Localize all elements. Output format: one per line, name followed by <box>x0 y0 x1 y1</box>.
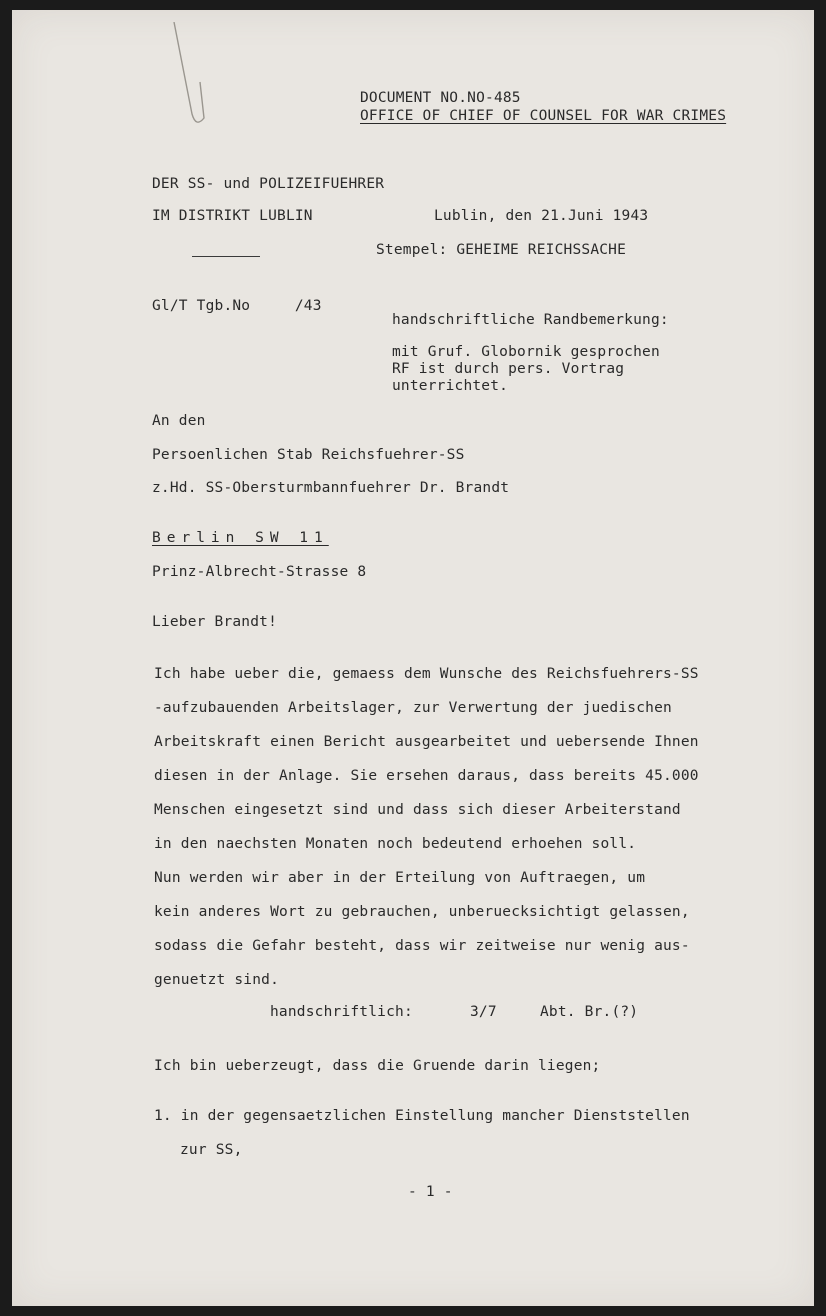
office-title: OFFICE OF CHIEF OF COUNSEL FOR WAR CRIMES <box>360 108 727 124</box>
salutation: Lieber Brandt! <box>152 614 278 630</box>
paperclip-mark <box>170 22 210 134</box>
body-line: diesen in der Anlage. Sie ersehen daraus, dass bereits 45.000 <box>154 768 699 784</box>
marginal-note-line: unterrichtet. <box>392 378 509 394</box>
sender-line-2: IM DISTRIKT LUBLIN <box>152 208 313 224</box>
stamp-note: Stempel: GEHEIME REICHSSACHE <box>376 242 627 258</box>
body-line: sodass die Gefahr besteht, dass wir zeitweise nur wenig aus- <box>154 938 690 954</box>
address-street: Prinz-Albrecht-Strasse 8 <box>152 564 367 580</box>
address-attention: z.Hd. SS-Obersturmbannfuehrer Dr. Brandt <box>152 480 510 496</box>
sender-line-1: DER SS- und POLIZEIFUEHRER <box>152 176 385 192</box>
place-date: Lublin, den 21.Juni 1943 <box>434 208 649 224</box>
body-line: genuetzt sind. <box>154 972 280 988</box>
body-line: -aufzubauenden Arbeitslager, zur Verwertung der juedischen <box>154 700 672 716</box>
body-line: in den naechsten Monaten noch bedeutend erhoehen soll. <box>154 836 637 852</box>
body-line: Nun werden wir aber in der Erteilung von Auftraegen, um <box>154 870 646 886</box>
marginal-note-line: RF ist durch pers. Vortrag <box>392 361 625 377</box>
list-item-line-1: 1. in der gegensaetzlichen Einstellung mancher Dienststellen <box>154 1108 690 1124</box>
marginal-note-label: handschriftliche Randbemerkung: <box>392 312 669 328</box>
address-recipient: Persoenlichen Stab Reichsfuehrer-SS <box>152 447 465 463</box>
document-page <box>12 10 814 1306</box>
handwritten-value: 3/7 <box>470 1004 497 1020</box>
body-line: kein anderes Wort zu gebrauchen, unberuecksichtigt gelassen, <box>154 904 690 920</box>
body-line: Menschen eingesetzt sind und dass sich dieser Arbeiterstand <box>154 802 681 818</box>
body-line: Arbeitskraft einen Bericht ausgearbeitet und uebersende Ihnen <box>154 734 699 750</box>
list-item-line-2: zur SS, <box>180 1142 243 1158</box>
reference-number: Gl/T Tgb.No /43 <box>152 298 322 314</box>
address-city: Berlin SW 11 <box>152 530 329 546</box>
address-to: An den <box>152 413 206 429</box>
document-number: DOCUMENT NO.NO-485 <box>360 90 521 106</box>
divider-line <box>192 256 260 257</box>
marginal-note-line: mit Gruf. Globornik gesprochen <box>392 344 660 360</box>
handwritten-label: handschriftlich: <box>270 1004 413 1020</box>
page-number: - 1 - <box>408 1184 453 1200</box>
body-line: Ich habe ueber die, gemaess dem Wunsche des Reichsfuehrers-SS <box>154 666 699 682</box>
conviction-line: Ich bin ueberzeugt, dass die Gruende darin liegen; <box>154 1058 601 1074</box>
handwritten-note: Abt. Br.(?) <box>540 1004 639 1020</box>
